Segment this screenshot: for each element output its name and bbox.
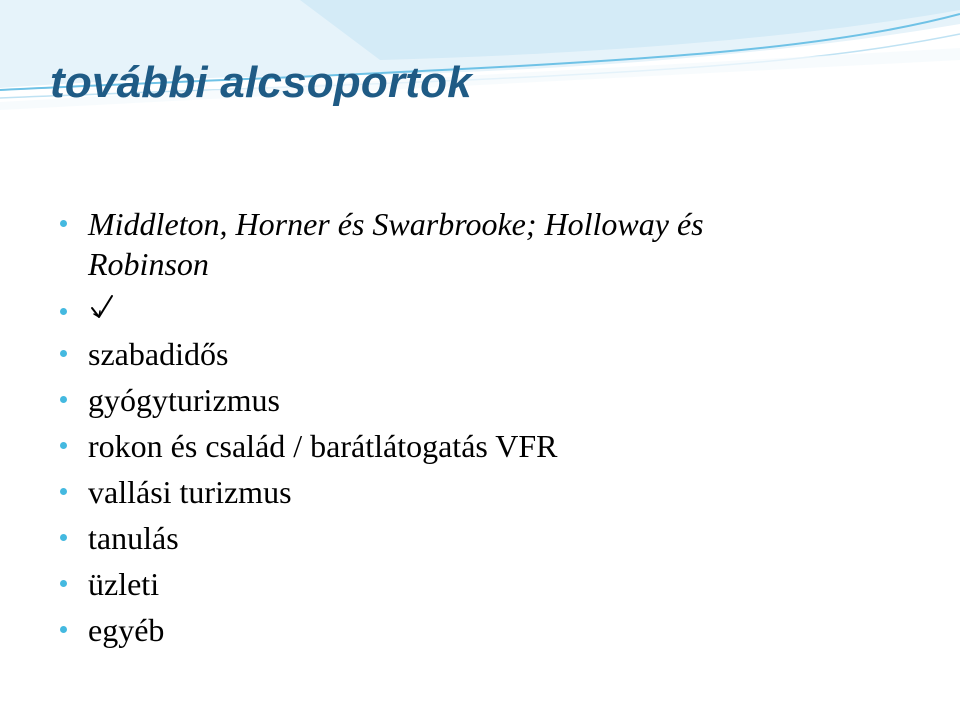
bullet-dot: [60, 626, 67, 633]
list-item-text: Middleton, Horner és Swarbrooke; Holloway és: [88, 206, 704, 242]
list-item-text: tanulás: [88, 520, 179, 556]
bullet-dot: [60, 442, 67, 449]
bullet-dot: [60, 396, 67, 403]
bullet-dot: [60, 534, 67, 541]
bullet-dot: [60, 308, 67, 315]
bullet-dot: [60, 580, 67, 587]
list-item-text: rokon és család / barátlátogatás VFR: [88, 428, 558, 464]
list-item-text: szabadidős: [88, 336, 229, 372]
list-item-text: vallási turizmus: [88, 474, 292, 510]
list-item-text: gyógyturizmus: [88, 382, 280, 418]
slide-title: további alcsoportok: [50, 58, 472, 107]
bullet-dot: [60, 350, 67, 357]
list-item-text: Robinson: [88, 246, 209, 282]
bullet-dot: [60, 488, 67, 495]
checkmark-arrow-icon: [88, 292, 118, 322]
list-item-text: egyéb: [88, 612, 165, 648]
list-item-text: üzleti: [88, 566, 160, 602]
bullet-dot: [60, 220, 67, 227]
